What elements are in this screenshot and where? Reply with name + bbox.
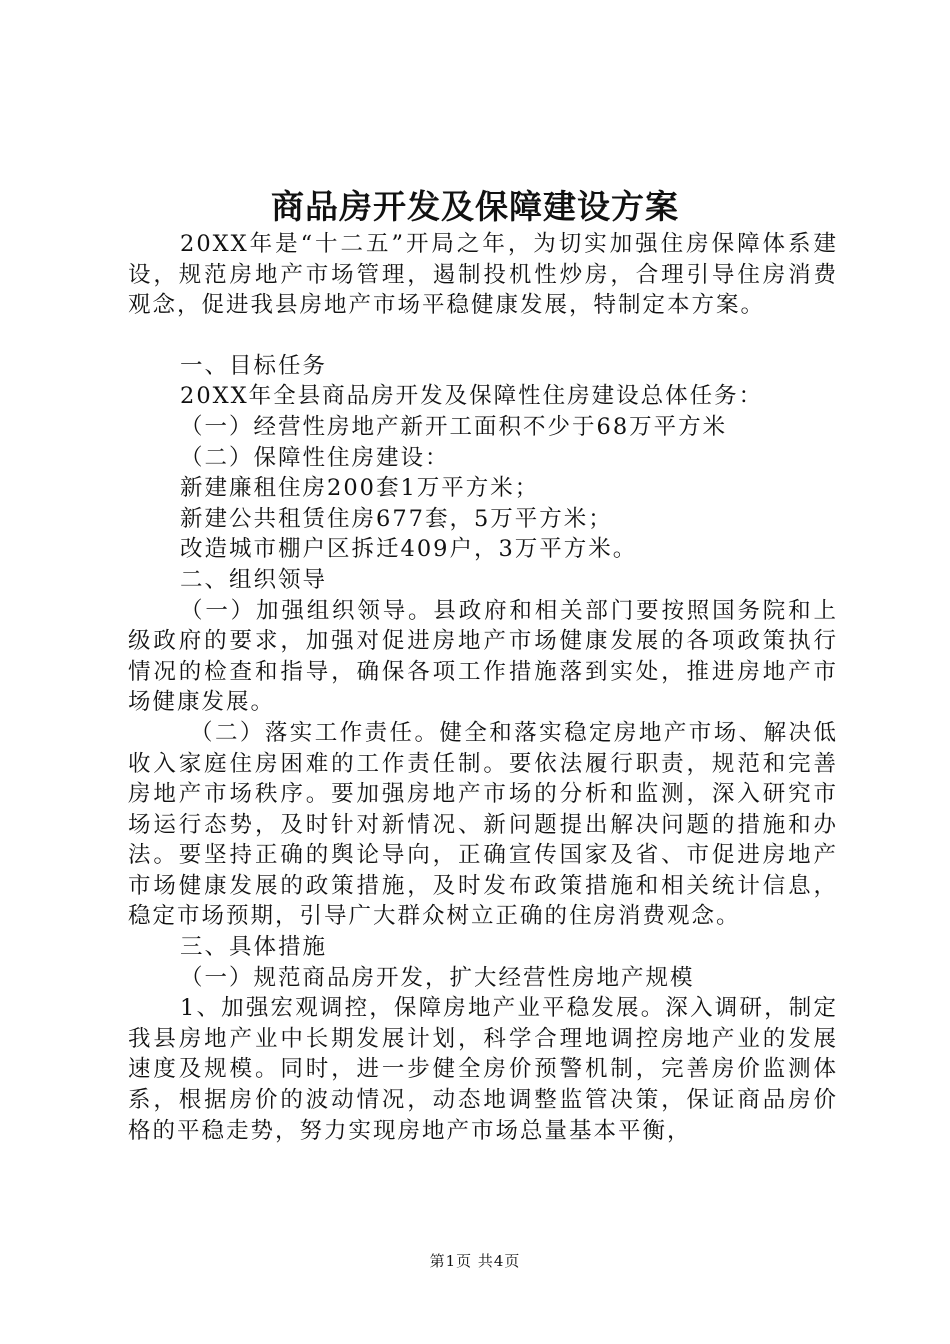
task-detail-3: 改造城市棚户区拆迁409户，3万平方米。 xyxy=(180,536,638,563)
task-item-2: （二）保障性住房建设： xyxy=(180,444,450,471)
section-heading: 三、具体措施 xyxy=(180,934,328,961)
body-paragraph: （一）加强组织领导。县政府和相关部门要按照国务院和上级政府的要求，加强对促进房地产市场健康发展的各项政策执行情况的检查和指导，确保各项工作措施落到实处，推进房地产市场健康发展。 xyxy=(128,597,838,716)
task-detail-1: 新建廉租住房200套1万平方米； xyxy=(180,475,540,502)
task-detail-2: 新建公共租赁住房677套，5万平方米； xyxy=(180,505,613,532)
body-paragraph: （二）落实工作责任。健全和落实稳定房地产市场、解决低收入家庭住房困难的工作责任制。要依法履行职责，规范和完善房地产市场秩序。要加强房地产市场的分析和监测，深入研究市场运行态势，及时针对新情况、新问题提出解决问题的措施和办法。要坚持正确的舆论导向，正确宣传国家及省、市促进房地产市场健康发展的政策措施，及时发布政策措施和相关统计信息，稳定市场预期，引导广大群众树立正确的住房消费观念。 xyxy=(128,719,838,930)
task-item-1: （一）经营性房地产新开工面积不少于68万平方米 xyxy=(180,413,728,440)
document-title: 商品房开发及保障建设方案 xyxy=(271,187,679,226)
intro-paragraph: 20XX年是“十二五”开局之年，为切实加强住房保障体系建设，规范房地产市场管理，遏制投机性炒房，合理引导住房消费观念，促进我县房地产市场平稳健康发展，特制定本方案。 xyxy=(128,231,838,319)
subsection-heading: （一）规范商品房开发，扩大经营性房地产规模 xyxy=(180,964,695,991)
blank-line xyxy=(128,321,838,351)
document-body xyxy=(128,229,838,1146)
page-footer: 第1页 共4页 xyxy=(429,1252,521,1270)
task-summary-line: 20XX年全县商品房开发及保障性住房建设总体任务： xyxy=(180,383,764,410)
section-heading: 一、目标任务 xyxy=(180,352,328,379)
section-heading: 二、组织领导 xyxy=(180,566,328,593)
body-paragraph: 1、加强宏观调控，保障房地产业平稳发展。深入调研，制定我县房地产业中长期发展计划，科学合理地调控房地产业的发展速度及规模。同时，进一步健全房价预警机制，完善房价监测体系，根据房价的波动情况，动态地调整监管决策，保证商品房价格的平稳走势，努力实现房地产市场总量基本平衡， xyxy=(128,995,838,1144)
